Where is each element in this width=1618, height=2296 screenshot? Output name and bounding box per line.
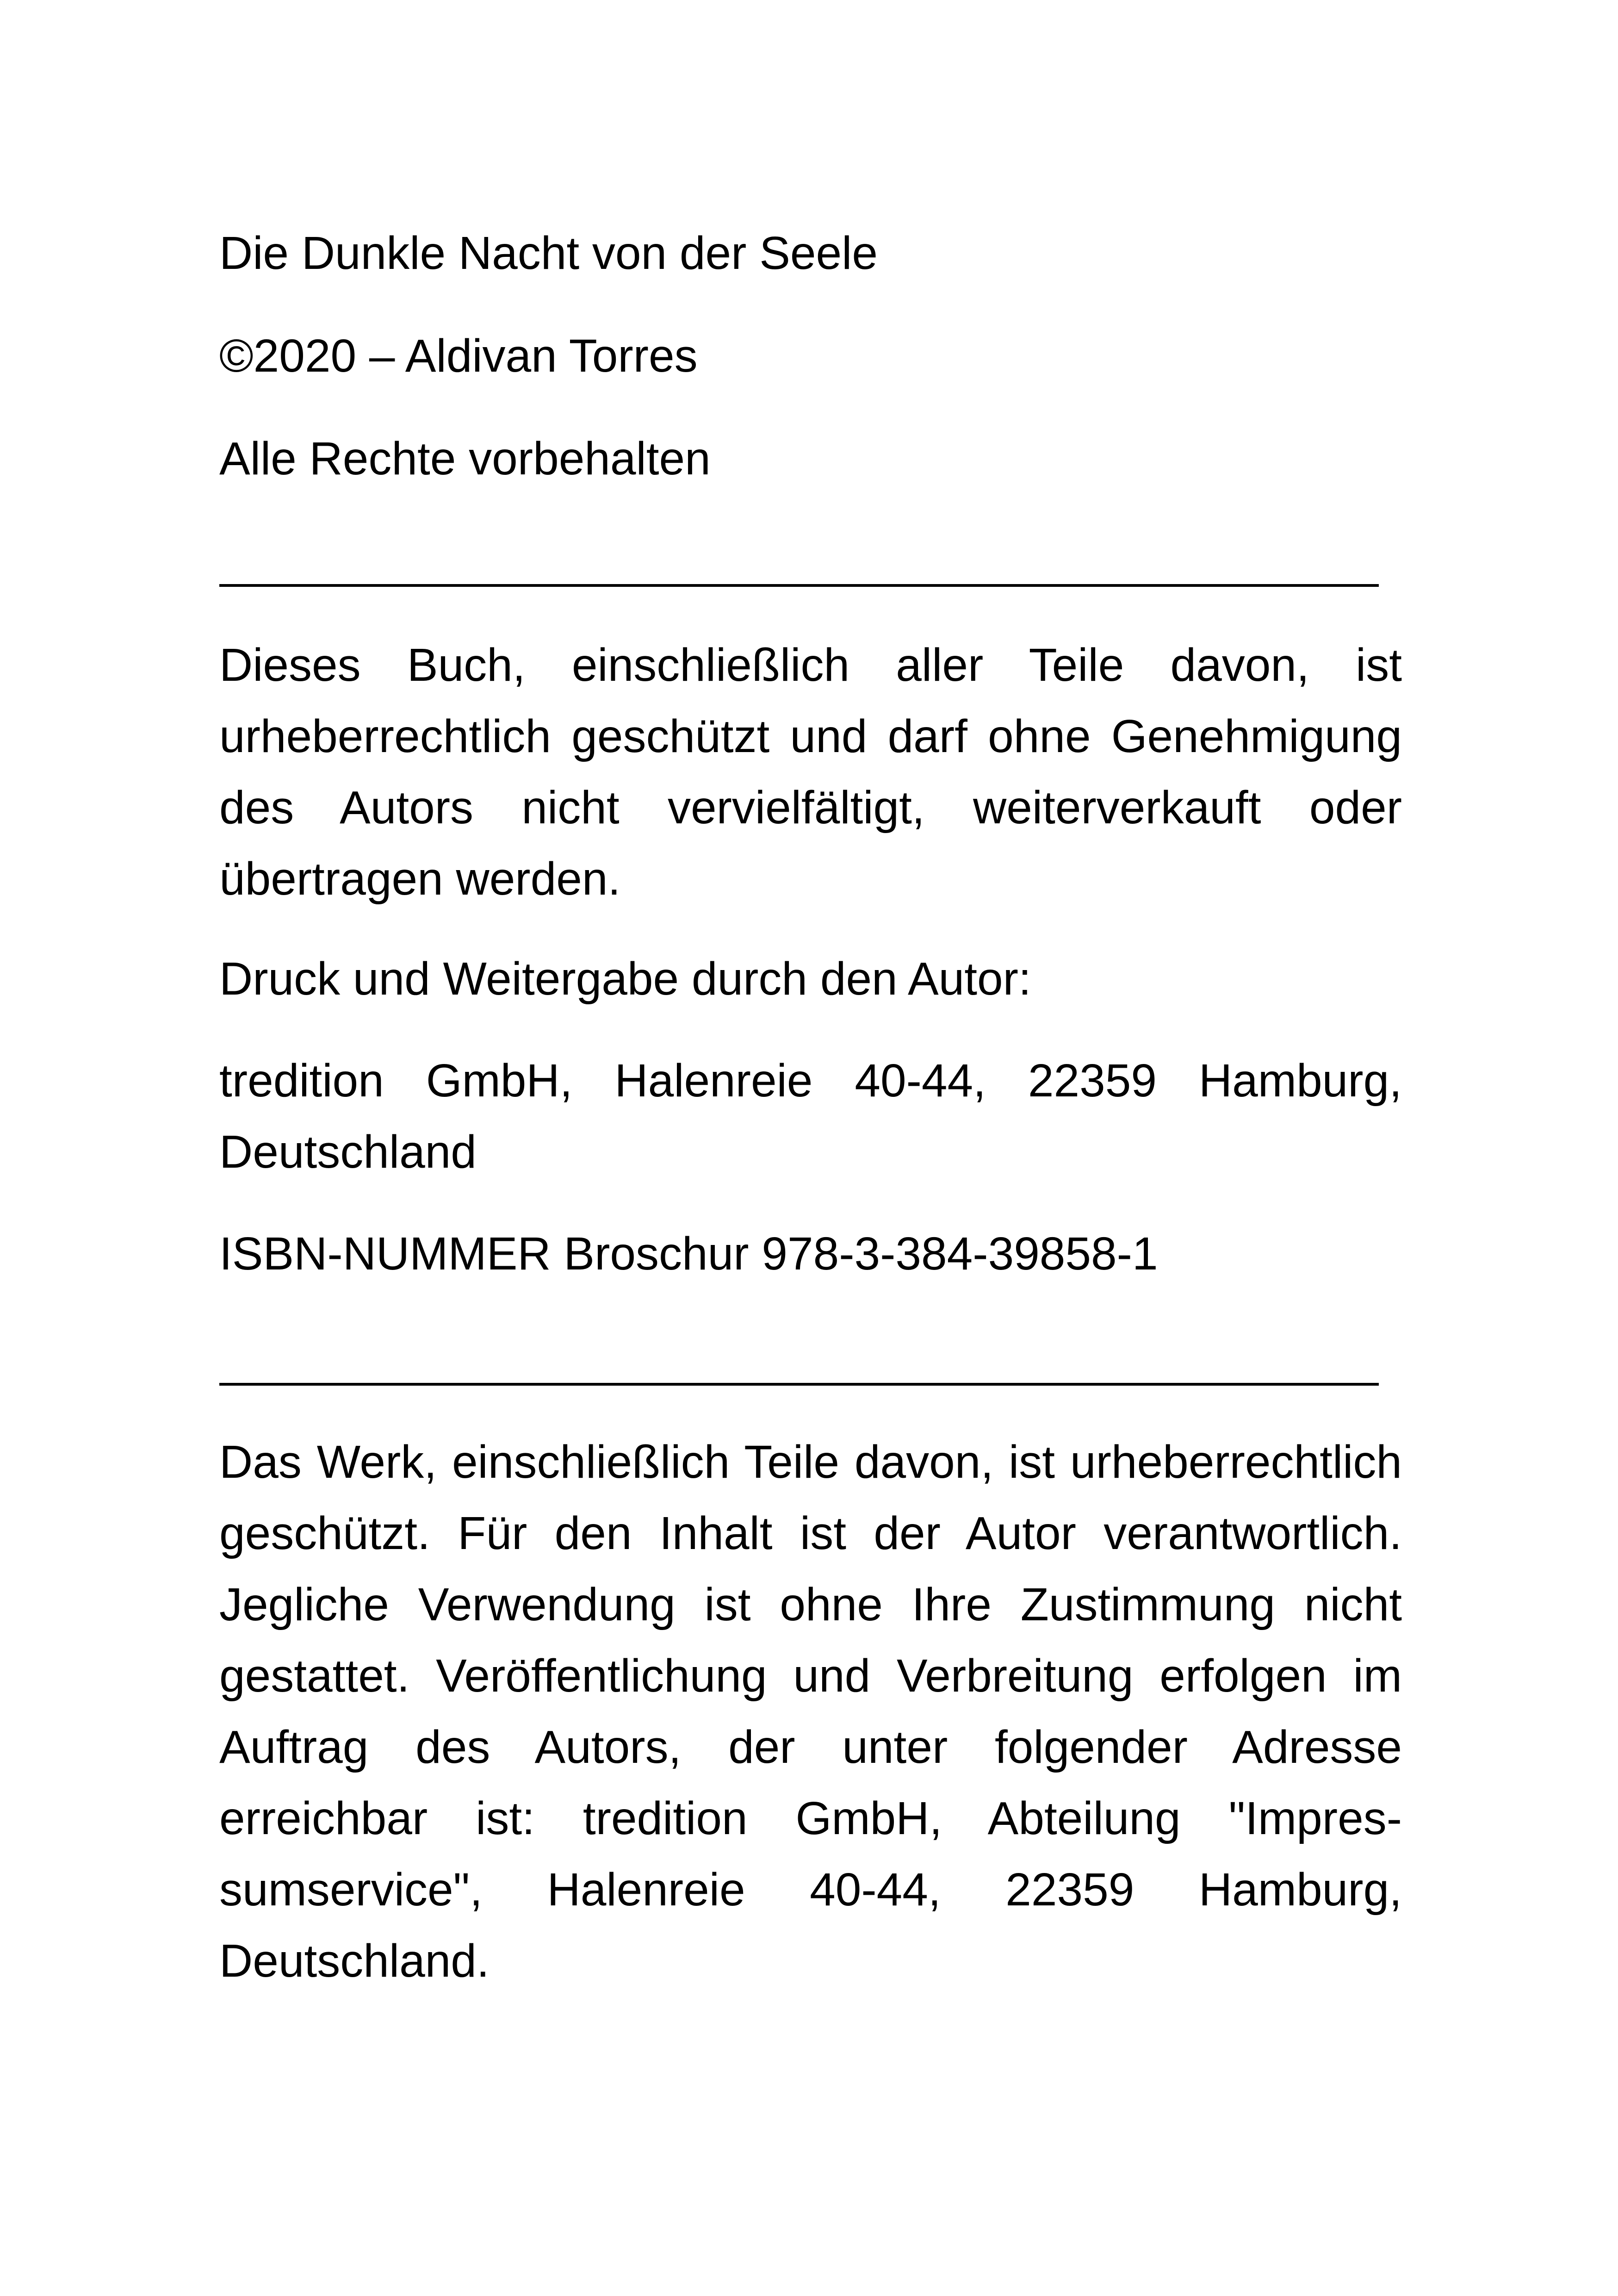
publisher-address: tredition GmbH, Halenreie 40-44, 22359 Hamburg, Deutschland: [219, 1055, 1402, 1178]
divider-2: [219, 1383, 1379, 1386]
divider-1: [219, 584, 1379, 587]
rights-line: Alle Rechte vorbehalten: [219, 433, 711, 485]
print-label: Druck und Weitergabe durch den Autor:: [219, 953, 1031, 1005]
book-title: Die Dunkle Nacht von der Seele: [219, 227, 878, 279]
isbn-line: ISBN-NUMMER Broschur 978-3-384-39858-1: [219, 1228, 1158, 1280]
copyright-line: ©2020 – Aldivan Torres: [219, 330, 698, 382]
copyright-notice-paragraph: Dieses Buch, einschließlich aller Teile davon, ist urheberrechtlich geschützt und darf ohne Genehmigung des Autors nicht vervielfältigt, weiterverkauft oder übertragen werden.: [219, 639, 1402, 905]
copyright-page: [219, 0, 1402, 2296]
legal-paragraph: Das Werk, einschließlich Teile davon, ist urheberrechtlich geschützt. Für den Inhalt ist der Autor verantwortlich. Jegliche Verwendung ist ohne Ihre Zustimmung nicht gestattet. Veröffentlichung und Verbreitung erfolgen im Auftrag des Autors, der unter folgender Adresse erreichbar ist: tredition GmbH, Abteilung "Impres-sumservice", Halenreie 40-44, 22359 Hamburg, Deutschland.: [219, 1436, 1402, 1987]
